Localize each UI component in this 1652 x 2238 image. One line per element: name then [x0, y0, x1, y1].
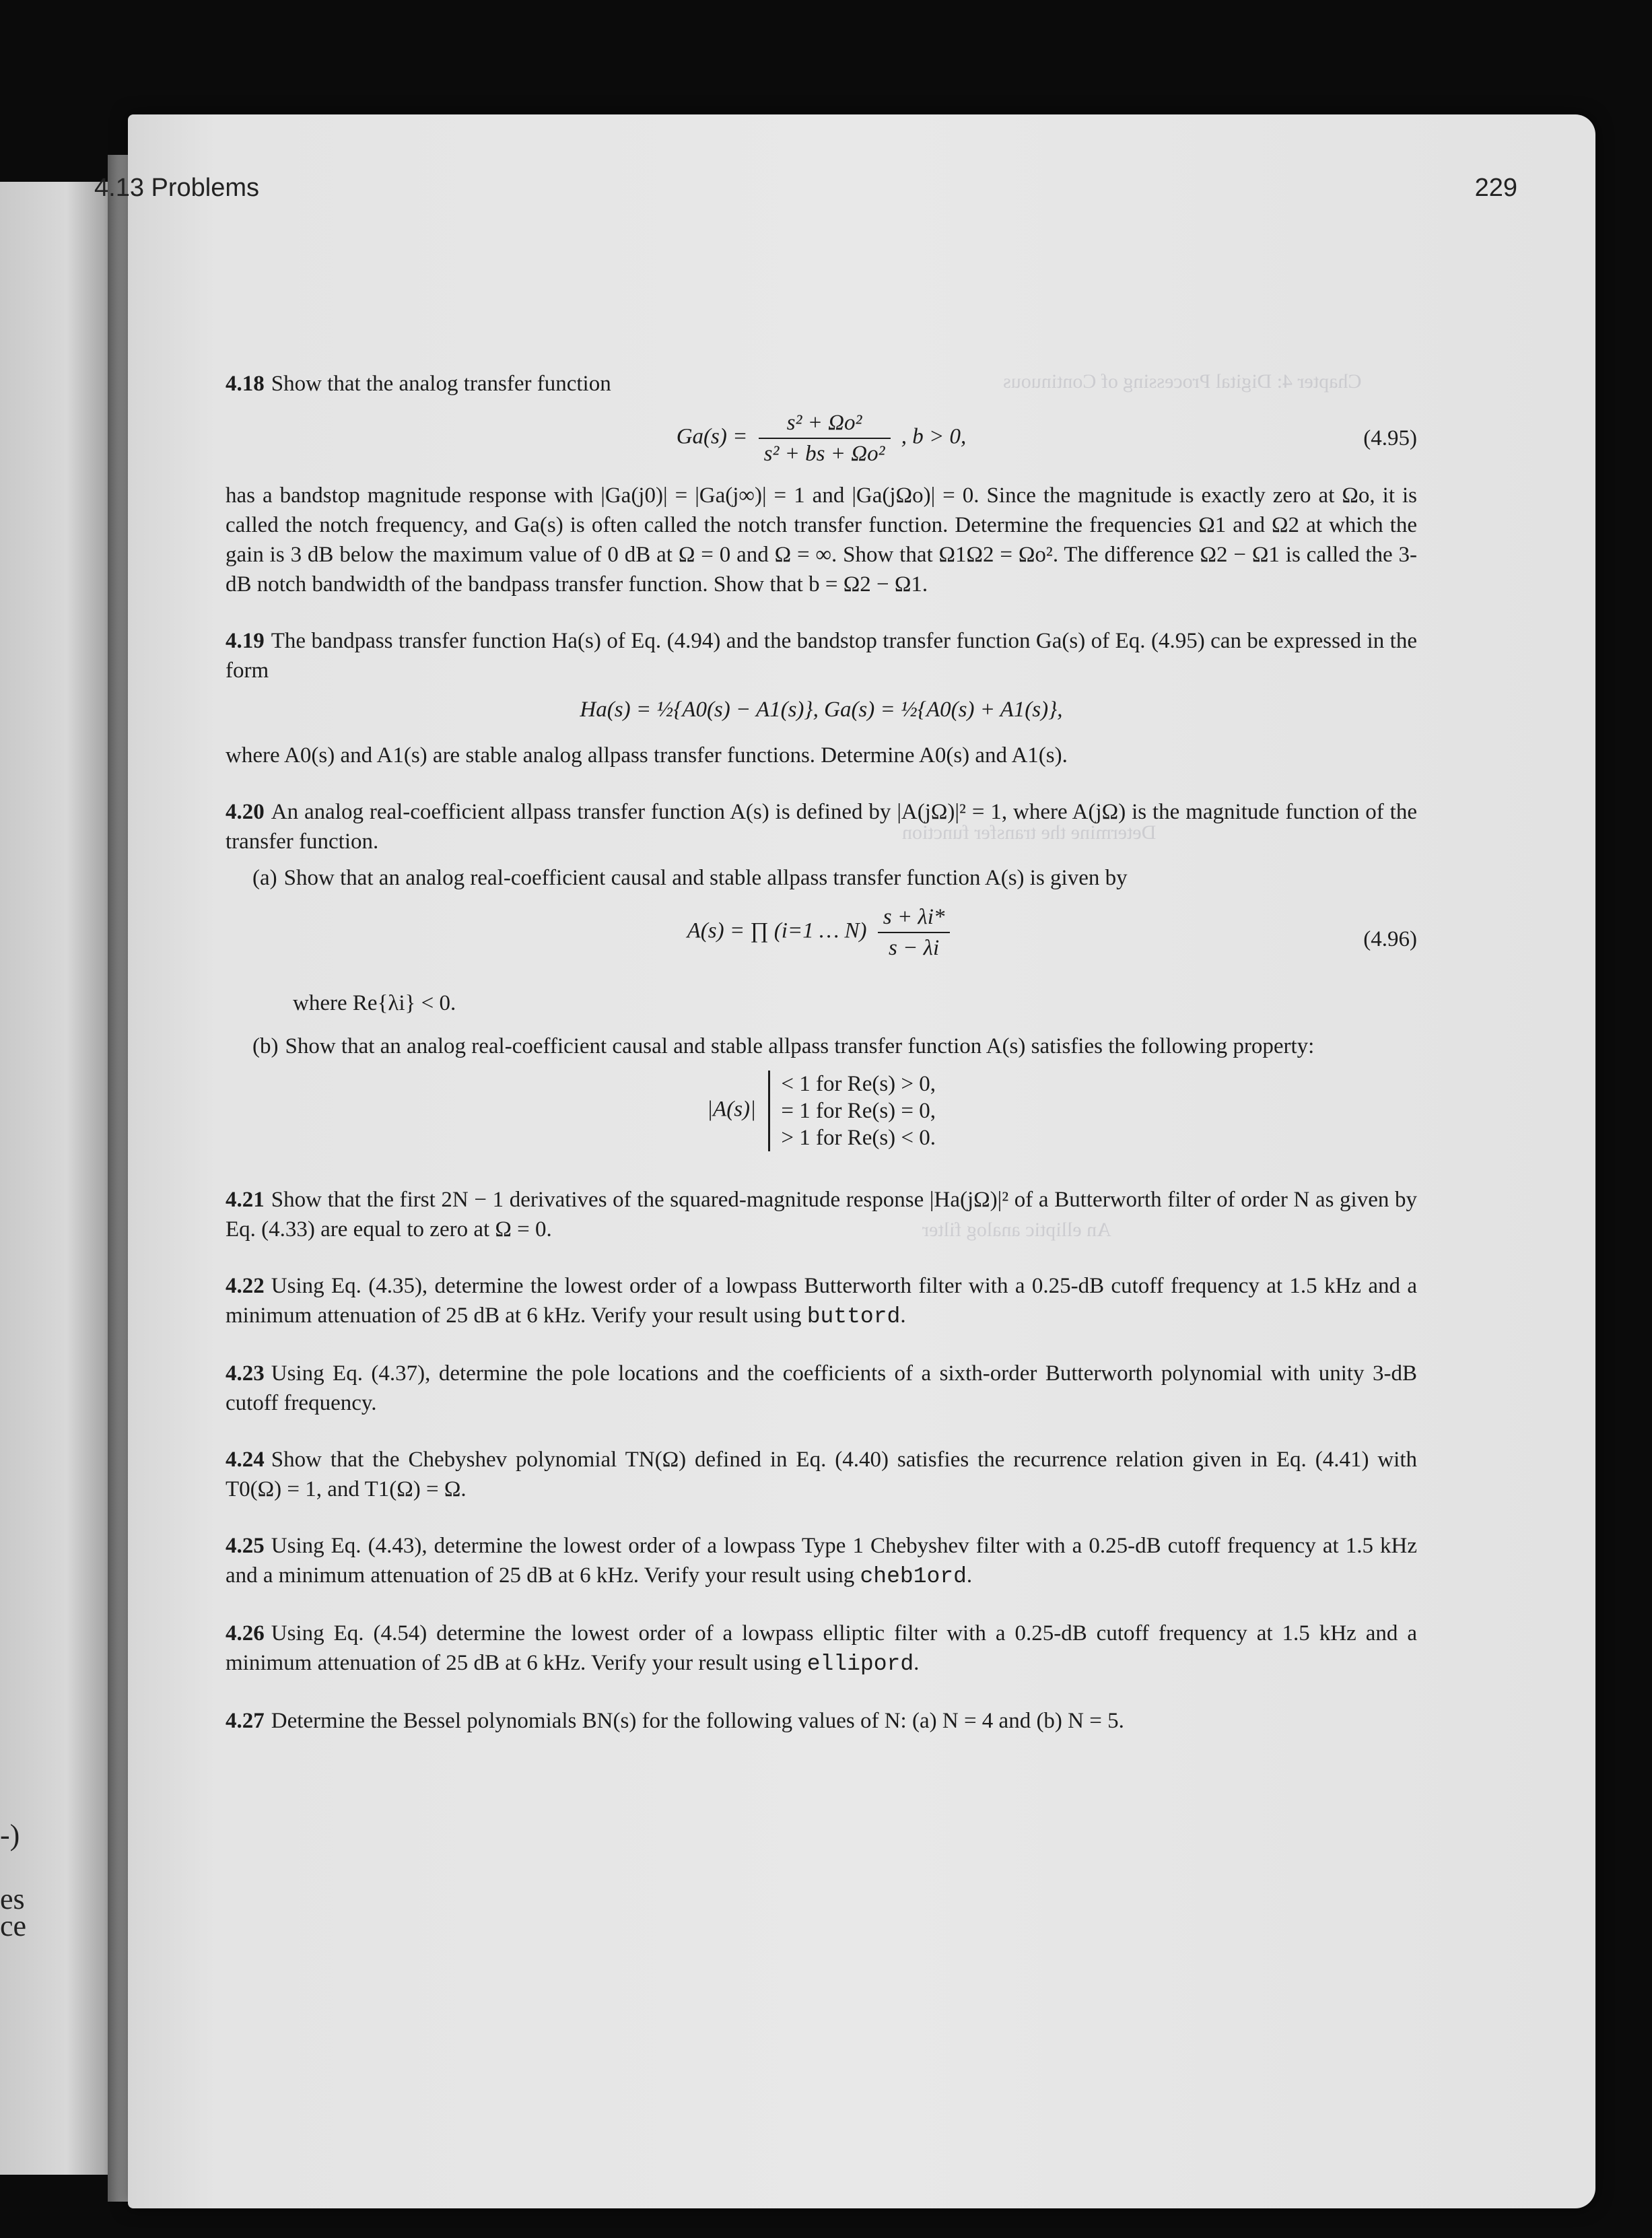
eq-numerator: s + λi* [878, 902, 951, 933]
problem-body: Using Eq. (4.35), determine the lowest order of a lowpass Butterworth filter with a 0.25-dB cutoff frequency at 1.5 kHz and a minimum attenuation of 25 dB at 6 kHz. Verify your result using [226, 1274, 1417, 1328]
problem-body: Show that the Chebyshev polynomial TN(Ω) defined in Eq. (4.40) satisfies the recurrence relation given in Eq. (4.41) with T0(Ω) = 1, and T1(Ω) = Ω. [226, 1448, 1417, 1501]
problem-intro: An analog real-coefficient allpass transfer function A(s) is defined by |A(jΩ)|² = 1, where A(jΩ) is the magnitude function of the transfer function. [226, 800, 1417, 854]
problem-4-24 [226, 1445, 1417, 1504]
matlab-function: buttord [806, 1304, 901, 1329]
problem-number: 4.18 [226, 372, 265, 396]
problem-4-20 [226, 797, 1417, 1158]
eq-text: Ha(s) = ½{A0(s) − A1(s)}, Ga(s) = ½{A0(s) + A1(s)}, [580, 698, 1063, 722]
eq-lhs: A(s) = ∏ (i=1 … N) [687, 918, 867, 943]
eq-condition: , b > 0, [901, 424, 967, 449]
problem-body: Using Eq. (4.43), determine the lowest order of a lowpass Type 1 Chebyshev filter with a 0.25-dB cutoff frequency at 1.5 kHz and a minimum attenuation of 25 dB at 6 kHz. Verify your result using [226, 1534, 1417, 1588]
eq-case: < 1 for Re(s) > 0, [781, 1072, 936, 1096]
sentence-end: . [966, 1563, 973, 1588]
sentence-end: . [900, 1303, 906, 1328]
eq-denominator: s² + bs + Ωo² [763, 442, 885, 466]
problem-body: Determine the Bessel polynomials BN(s) for the following values of N: (a) N = 4 and (b) N = 5. [271, 1709, 1124, 1733]
part-label: (a) [252, 866, 277, 890]
problem-4-18 [226, 369, 1417, 599]
eq-tag: (4.95) [1363, 426, 1417, 450]
eq-fraction [759, 408, 891, 469]
eq-case: > 1 for Re(s) < 0. [781, 1126, 936, 1150]
equation-property [226, 1071, 1417, 1158]
part-a [252, 863, 1417, 893]
problem-number: 4.20 [226, 800, 265, 824]
bleed-through: Determine the transfer function [902, 821, 1157, 844]
left-page-fragment: -) [0, 1819, 20, 1852]
sentence-end: . [914, 1651, 920, 1675]
problem-4-23 [226, 1359, 1417, 1418]
eq-cases [768, 1071, 936, 1151]
part-text: Show that an analog real-coefficient causal and stable allpass transfer function A(s) satisfies the following property: [285, 1034, 1315, 1058]
problem-body: Using Eq. (4.54) determine the lowest order of a lowpass elliptic filter with a 0.25-dB cutoff frequency at 1.5 kHz and a minimum attenuation of 25 dB at 6 kHz. Verify your result using [226, 1621, 1417, 1675]
problem-number: 4.25 [226, 1534, 265, 1558]
problem-body: Show that the first 2N − 1 derivatives of the squared-magnitude response |Ha(jΩ)|² of a Butterworth filter of order N as given by Eq. (4.33) are equal to zero at Ω = 0. [226, 1188, 1417, 1242]
part-a-where: where Re{λi} < 0. [293, 991, 456, 1015]
eq-tag: (4.96) [1363, 927, 1417, 951]
part-b [252, 1031, 1417, 1061]
problem-intro: Show that the analog transfer function [271, 372, 611, 396]
part-text: Show that an analog real-coefficient causal and stable allpass transfer function A(s) is given by [283, 866, 1128, 890]
bleed-through: Chapter 4: Digital Processing of Continuous [1003, 370, 1362, 393]
problem-number: 4.22 [226, 1274, 265, 1298]
eq-lhs: Ga(s) = [676, 424, 748, 449]
problem-number: 4.23 [226, 1361, 265, 1386]
problem-4-22 [226, 1271, 1417, 1332]
problem-4-19 [226, 626, 1417, 770]
page-number: 229 [1474, 174, 1517, 202]
problem-body: where A0(s) and A1(s) are stable analog allpass transfer functions. Determine A0(s) and A1(s). [226, 743, 1068, 768]
eq-case: = 1 for Re(s) = 0, [781, 1099, 936, 1123]
matlab-function: cheb1ord [860, 1564, 967, 1589]
problem-intro: The bandpass transfer function Ha(s) of Eq. (4.94) and the bandstop transfer function Ga(s) of Eq. (4.95) can be expressed in the form [226, 629, 1417, 683]
left-page-fragment: es [0, 1883, 25, 1915]
eq-denominator: s − λi [889, 936, 940, 960]
eq-fraction [878, 902, 951, 963]
matlab-function: ellipord [806, 1652, 914, 1676]
problem-number: 4.21 [226, 1188, 265, 1212]
equation-4-96 [226, 902, 1417, 976]
problem-4-25 [226, 1531, 1417, 1592]
problem-number: 4.19 [226, 629, 265, 653]
problem-number: 4.26 [226, 1621, 265, 1646]
left-page-fragment: ce [0, 1909, 27, 1942]
problem-4-21 [226, 1185, 1417, 1244]
problem-body: Using Eq. (4.37), determine the pole locations and the coefficients of a sixth-order Butterworth polynomial with unity 3-dB cutoff frequency. [226, 1361, 1417, 1415]
problem-number: 4.27 [226, 1709, 265, 1733]
problem-4-26 [226, 1619, 1417, 1679]
part-label: (b) [252, 1034, 279, 1058]
problem-number: 4.24 [226, 1448, 265, 1472]
problem-4-27 [226, 1706, 1417, 1736]
problems-list [226, 369, 1417, 1763]
problem-body: has a bandstop magnitude response with |Ga(j0)| = |Ga(j∞)| = 1 and |Ga(jΩo)| = 0. Since the magnitude is exactly zero at Ωo, it is called the notch frequency, and Ga(s) is often called the notch transfer function. Determine the frequencies Ω1 and Ω2 at which the gain is 3 dB below the maximum value of 0 dB at Ω = 0 and Ω = ∞. Show that Ω1Ω2 = Ωo². The difference Ω2 − Ω1 is called the 3-dB notch bandwidth of the bandpass transfer function. Show that b = Ω2 − Ω1. [226, 483, 1418, 597]
eq-numerator: s² + Ωo² [759, 408, 891, 439]
left-page-edge [0, 182, 121, 2175]
equation-4-95 [226, 408, 1417, 469]
equation-4-19 [226, 695, 1417, 728]
section-title: 4.13 Problems [94, 174, 260, 202]
eq-lhs: |A(s)| [706, 1097, 757, 1122]
bleed-through: An elliptic analog filter [922, 1219, 1111, 1241]
running-header [94, 174, 1517, 203]
